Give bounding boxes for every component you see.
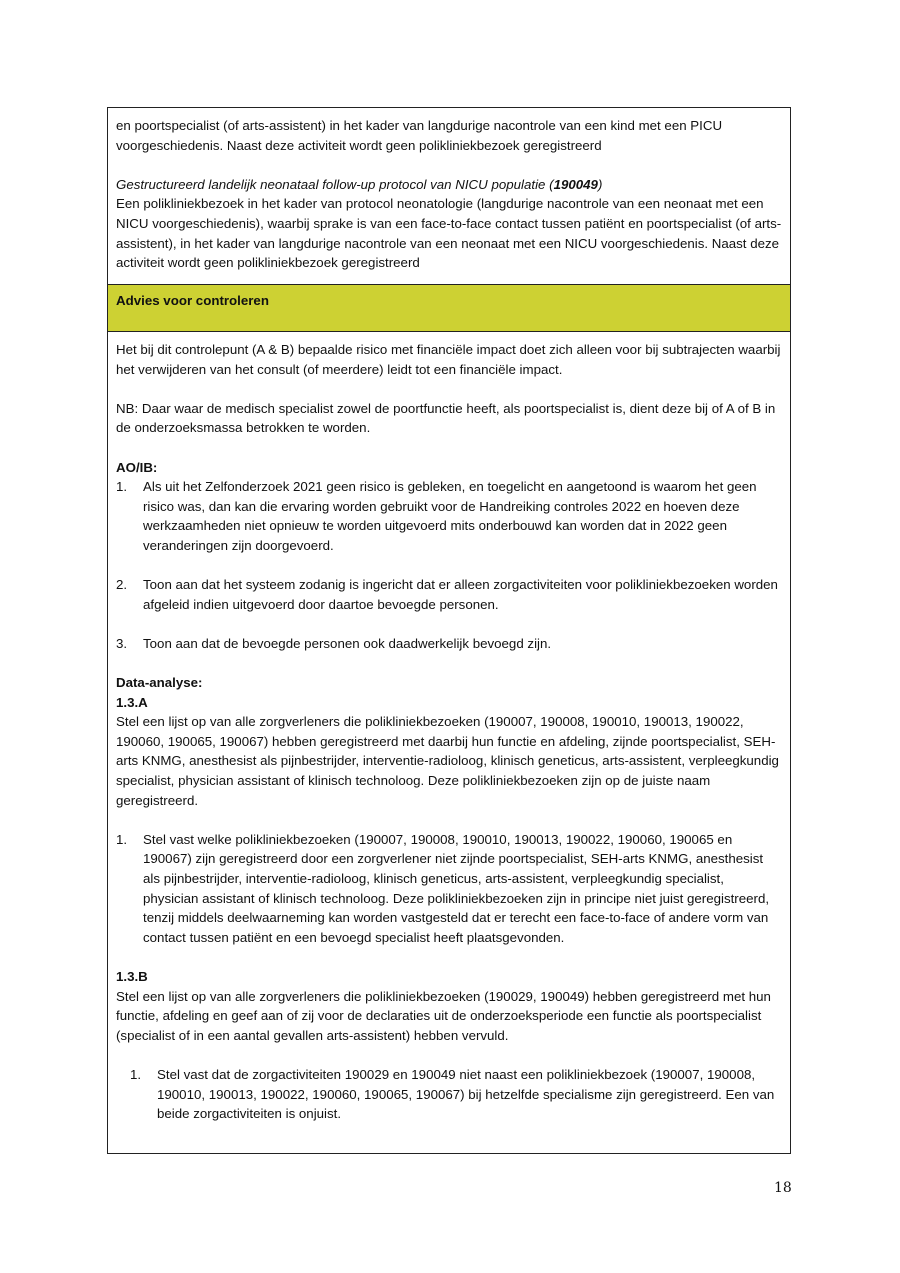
section-header-band — [108, 284, 790, 332]
section-b-label: 1.3.B — [116, 969, 148, 984]
list-text: Toon aan dat de bevoegde personen ook daadwerkelijk bevoegd zijn. — [143, 635, 552, 651]
protocol-title: Gestructureerd landelijk neonataal follow-up protocol van NICU populatie ( — [116, 176, 554, 192]
content-table — [107, 107, 791, 1154]
top-section — [108, 108, 790, 284]
list-text: Als uit het Zelfonderzoek 2021 geen risico is gebleken, en toegelicht en aangetoond is waarom het geen risico was, dan kan die ervaring worden gebruikt voor de Handreiking controles 2022 en hoeven deze werkzaamheden niet opnieuw te worden uitgevoerd mits onderbouwd kan worden dat in 2022 geen veranderingen zijn doorgevoerd. — [143, 479, 757, 553]
section-header-title: Advies voor controleren — [116, 293, 269, 308]
aoib-list-item — [116, 477, 782, 555]
aoib-list-item — [116, 575, 782, 614]
list-number: 2. — [116, 577, 128, 593]
list-text: Stel vast dat de zorgactiviteiten 190029 en 190049 niet naast een polikliniekbezoek (190007, 190008, 190010, 190013, 190022, 190060, 190065, 190067) bij hetzelfde specialisme zijn geregistreerd. Een van beide zorgactiviteiten is onjuist. — [157, 1066, 775, 1122]
list-text: Toon aan dat het systeem zodanig is ingericht dat er alleen zorgactiviteiten voor polikliniekbezoeken worden afgeleid indien uitgevoerd door daartoe bevoegde personen. — [143, 577, 778, 612]
protocol-code: 190049 — [553, 176, 598, 192]
list-number: 1. — [116, 479, 128, 495]
section-a-list-item — [116, 830, 782, 948]
section-a-label: 1.3.A — [116, 694, 148, 710]
data-analyse-heading: Data-analyse: — [116, 675, 203, 691]
protocol-body: Een polikliniekbezoek in het kader van protocol neonatologie (langdurige nacontrole van een neonaat met een NICU voorgeschiedenis), waarbij sprake is van een face-to-face contact tussen patiënt en poortspecialist (of arts-assistent), in het kader van langdurige nacontrole van een neonaat met een NICU voorgeschiedenis. Naast deze activiteit wordt geen polikliniekbezoek geregistreerd — [116, 196, 782, 271]
protocol-title-end: ) — [597, 176, 603, 192]
list-number: 1. — [116, 831, 128, 847]
main-section — [108, 332, 790, 1124]
risk-paragraph: Het bij dit controlepunt (A & B) bepaalde risico met financiële impact doet zich alleen voor bij subtrajecten waarbij het verwijderen van het consult (of meerdere) leidt tot een financiële impact. — [116, 342, 781, 377]
list-number: 1. — [130, 1066, 142, 1082]
list-number: 3. — [116, 635, 128, 651]
nb-paragraph: NB: Daar waar de medisch specialist zowel de poortfunctie heeft, als poortspecialist is, dient deze bij of A of B in de onderzoeksmassa betrokken te worden. — [116, 400, 776, 436]
protocol-heading — [116, 175, 782, 195]
aoib-list-item — [116, 634, 782, 654]
page-number: 18 — [774, 1180, 792, 1196]
list-text: Stel vast welke polikliniekbezoeken (190007, 190008, 190010, 190013, 190022, 190060, 190065 en 190067) zijn geregistreerd door een zorgverlener niet zijnde poortspecialist, SEH-arts KNMG, anesthesist als pijnbestrijder, interventie-radioloog, klinisch geneticus, arts-assistent, verpleegkundig specialist, physician assistant of klinisch technoloog. Deze polikliniekbezoeken zijn in principe niet juist geregistreerd, tenzij middels deelwaarneming kan worden vastgesteld dat er terecht een face-to-face of andere vorm van contact tussen patiënt en een bevoegd specialist heeft plaatsgevonden. — [143, 831, 770, 945]
section-a-text: Stel een lijst op van alle zorgverleners die polikliniekbezoeken (190007, 190008, 190010, 190013, 190022, 190060, 190065, 190067) hebben geregistreerd met daarbij hun functie en afdeling, zijnde poortspecialist, SEH-arts KNMG, anesthesist als pijnbestrijder, interventie-radioloog, klinisch geneticus, arts-assistent, verpleegkundig specialist, physician assistant of klinisch technoloog. Deze polikliniekbezoeken zijn op de juiste naam geregistreerd. — [116, 714, 779, 808]
intro-paragraph: en poortspecialist (of arts-assistent) in het kader van langdurige nacontrole van een kind met een PICU voorgeschiedenis. Naast deze activiteit wordt geen polikliniekbezoek geregistreerd — [116, 118, 723, 153]
section-b-text: Stel een lijst op van alle zorgverleners die polikliniekbezoeken (190029, 190049) hebben geregistreerd met hun functie, afdeling en geef aan of zij voor de declaraties uit de onderzoeksperiode een functie als poortspecialist (specialist of in een aantal gevallen arts-assistent) hebben vervuld. — [116, 988, 771, 1043]
aoib-heading: AO/IB: — [116, 459, 158, 475]
section-b-list-item — [116, 1065, 782, 1124]
